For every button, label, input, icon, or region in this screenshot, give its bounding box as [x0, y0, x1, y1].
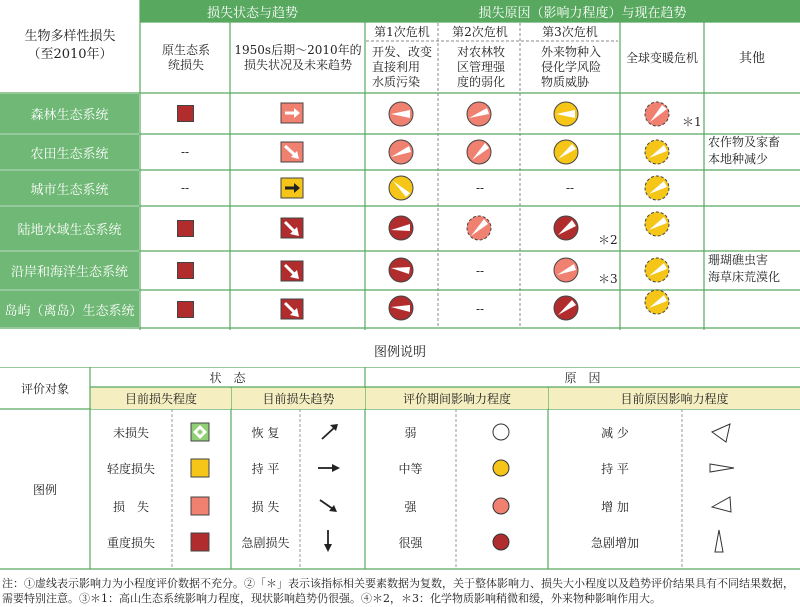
- cause-trend-increase: 增 加: [601, 499, 629, 514]
- footnote: 注：①虚线表示影响力为小程度评价数据不充分。②「＊」表示该指标相关要素数据为复数，关于整体影响力、损失大小程度以及趋势评价结果具有不同结果数据，需要特别注意。③＊1：高山生态系统影响力程度，现状影响趋势仍很强。④＊2，＊3：化学物质影响稍微和缓，外来物种影响作用大。: [2, 577, 794, 605]
- c2-coastal-dash: --: [475, 263, 485, 278]
- legend-no-loss-icon: [191, 423, 209, 441]
- legend-heavy-loss-icon: [191, 533, 209, 551]
- legend-very-strong-icon: [493, 534, 509, 550]
- loss-level-heavy: 重度损失: [106, 535, 155, 550]
- note-inland-water: ＊2: [598, 233, 618, 247]
- row-label-farmland: 农田生态系统: [0, 135, 139, 169]
- legend-label: 图例: [32, 482, 57, 497]
- legend-title: 图例说明: [373, 345, 426, 360]
- col-other-header: 其他: [738, 50, 765, 66]
- legend-sharp-loss-arrow-icon: [324, 530, 332, 552]
- primary-urban: --: [180, 181, 190, 195]
- other-farmland: 农作物及家畜 本地种减少: [708, 135, 781, 166]
- legend-cause-header: 原 因: [564, 371, 601, 385]
- trend-level-flat: 持 平: [251, 461, 280, 476]
- c2-island-dash: --: [475, 302, 485, 316]
- trend-level-sharp: 急剧损失: [241, 535, 290, 550]
- legend-cur-impact: 目前原因影响力程度: [549, 388, 800, 409]
- cause-trend-decrease: 减 少: [601, 425, 629, 440]
- cause-trend-sharp: 急剧增加: [590, 535, 639, 550]
- trend-level-recover: 恢 复: [251, 425, 280, 440]
- crisis3-desc: 外来物种入 侵化学风险 物质威胁: [540, 44, 601, 89]
- legend-flat-icon: [710, 464, 734, 472]
- c3-urban-dash: --: [565, 181, 575, 195]
- primary-farmland: --: [180, 145, 190, 159]
- impact-level-strong: 强: [404, 499, 417, 514]
- loss-level-none: 未损失: [112, 425, 149, 440]
- legend-sharp-increase-icon: [715, 530, 723, 552]
- trend-level-loss: 损 失: [251, 499, 280, 514]
- legend-increase-icon: [712, 497, 731, 512]
- row-label-urban: 城市生态系统: [0, 171, 139, 205]
- legend-cur-loss: 目前损失程度: [91, 388, 231, 409]
- legend-eval-impact: 评价期间影响力程度: [366, 388, 548, 409]
- crisis3-title: 第3次危机: [542, 24, 598, 39]
- legend-decrease-icon: [712, 424, 730, 442]
- legend-weak-icon: [493, 424, 509, 440]
- crisis1-desc: 开发、改变 直接利用 水质污染: [371, 44, 432, 89]
- col-trend-header: 1950s后期～2010年的 损失状况及未来趋势: [234, 43, 362, 72]
- legend-status-header: 状 态: [209, 371, 246, 385]
- legend-cur-trend: 目前损失趋势: [232, 388, 365, 409]
- col-global-header: 全球变暖危机: [625, 50, 698, 65]
- impact-level-weak: 弱: [404, 425, 417, 440]
- row-label-island: 岛屿（离岛）生态系统: [0, 291, 139, 327]
- row-label-inland-water: 陆地水域生态系统: [0, 207, 139, 250]
- note-coastal: ＊3: [598, 272, 618, 286]
- group-causes-header: 损失原因（影响力程度）与现在趋势: [365, 0, 800, 22]
- group-status-header: 损失状态与趋势: [140, 0, 365, 22]
- col-biodiversity-header: 生物多样性损失 （至2010年）: [24, 29, 116, 62]
- note-forest: ＊1: [682, 115, 702, 129]
- row-label-forest: 森林生态系统: [0, 94, 139, 133]
- legend-light-loss-icon: [191, 459, 209, 477]
- legend-loss-arrow-icon: [320, 500, 337, 512]
- crisis2-desc: 对农林牧 区管理强 度的弱化: [456, 44, 505, 89]
- row-label-coastal-marine: 沿岸和海洋生态系统: [0, 252, 139, 289]
- crisis2-title: 第2次危机: [452, 24, 508, 39]
- impact-level-very-strong: 很强: [398, 535, 423, 550]
- legend-recover-arrow-icon: [322, 424, 338, 439]
- cause-trend-flat: 持 平: [601, 461, 629, 476]
- crisis1-title: 第1次危机: [374, 24, 430, 39]
- legend-flat-arrow-icon: [318, 464, 340, 472]
- legend-loss-icon: [191, 497, 209, 515]
- legend-strong-icon: [493, 498, 509, 514]
- other-coastal: 珊瑚礁虫害 海草床荒漠化: [708, 253, 781, 284]
- loss-level-loss: 损 失: [112, 499, 149, 514]
- col-primary-header: 原生态系 统损失: [161, 43, 210, 72]
- c2-urban-dash: --: [475, 181, 485, 195]
- loss-level-light: 轻度损失: [106, 461, 155, 476]
- legend-eval-target: 评价对象: [20, 382, 69, 396]
- impact-level-medium: 中等: [398, 461, 423, 476]
- legend-medium-icon: [493, 460, 509, 476]
